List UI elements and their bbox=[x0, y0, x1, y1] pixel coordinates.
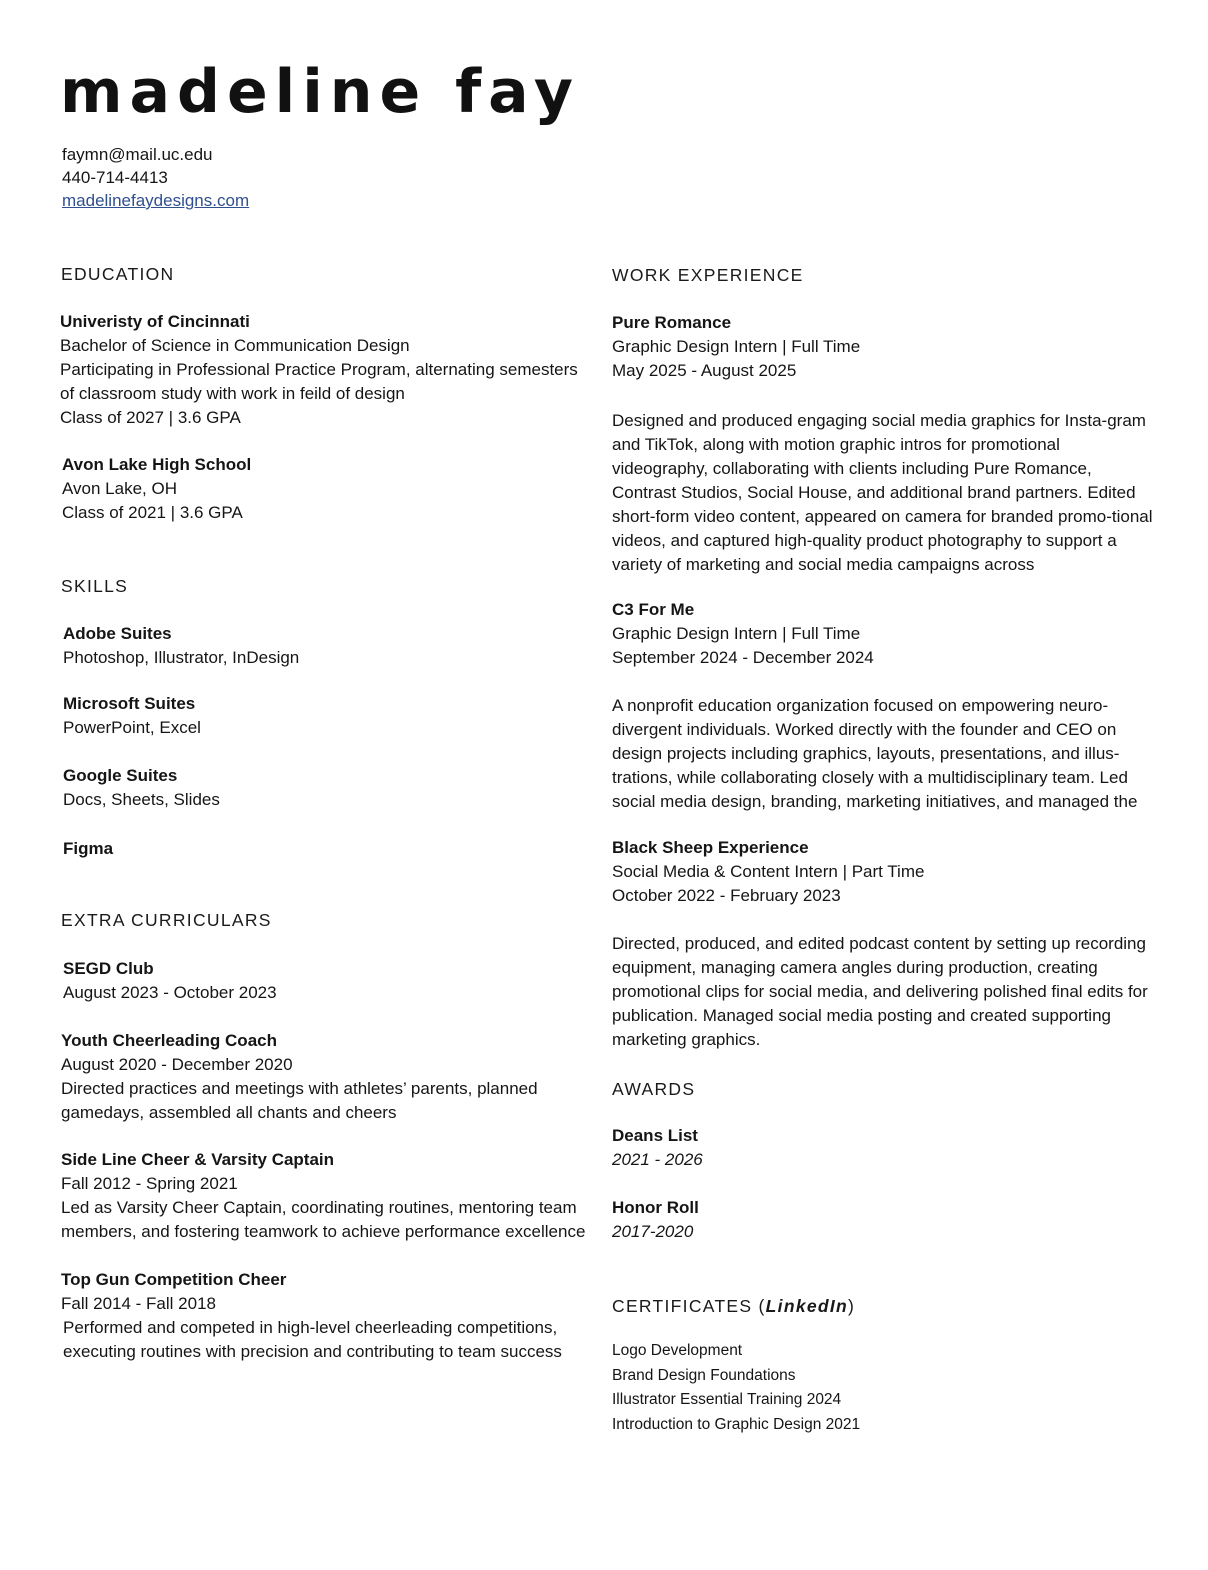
job-description: Designed and produced engaging social media graphics for Insta-gram and TikTok, along with motion graphic intros for promotional videography, collaborating with clients including Pure Romance, Contrast Studios, Social House, and additional brand partners. Edited short-form video content, appeared on camera for branded promo-tional videos, and captured high-quality product photography to support a variety of marketing and social media campaigns across bbox=[612, 411, 1153, 574]
education-heading: EDUCATION bbox=[61, 264, 175, 284]
email: faymn@mail.uc.edu bbox=[62, 145, 213, 164]
certificates-source: LinkedIn bbox=[765, 1296, 849, 1316]
skill-item bbox=[63, 837, 113, 861]
activity-title: Top Gun Competition Cheer bbox=[61, 1270, 287, 1289]
program-note: Participating in Professional Practice Program, alternating semesters of classroom study with work in feild of design bbox=[60, 360, 578, 403]
skill-title: Microsoft Suites bbox=[63, 694, 196, 713]
class-year: Class of 2021 | 3.6 GPA bbox=[62, 503, 243, 522]
skill-item bbox=[63, 622, 299, 670]
award-item bbox=[612, 1196, 699, 1244]
activity-dates: August 2023 - October 2023 bbox=[63, 983, 277, 1002]
job-dates: May 2025 - August 2025 bbox=[612, 361, 797, 380]
activity-description: Performed and competed in high-level cheerleading competitions, executing routines with precision and contributing to team success bbox=[63, 1318, 562, 1361]
job-role: Graphic Design Intern | Full Time bbox=[612, 337, 861, 356]
extracurricular-item bbox=[61, 1148, 591, 1244]
job-entry bbox=[612, 598, 1157, 814]
job-role: Social Media & Content Intern | Part Time bbox=[612, 862, 925, 881]
skill-title: Figma bbox=[63, 839, 114, 858]
company-name: Black Sheep Experience bbox=[612, 838, 809, 857]
skill-item bbox=[63, 692, 201, 740]
education-entry bbox=[60, 310, 585, 430]
certificates-heading-text: CERTIFICATES ( bbox=[612, 1296, 766, 1316]
activity-description: Led as Varsity Cheer Captain, coordinating routines, mentoring team members, and fostering teamwork to achieve performance excellence bbox=[61, 1198, 586, 1241]
activity-dates: August 2020 - December 2020 bbox=[61, 1055, 293, 1074]
activity-description: Directed practices and meetings with athletes’ parents, planned gamedays, assembled all chants and cheers bbox=[61, 1079, 538, 1122]
school-name: Univeristy of Cincinnati bbox=[60, 312, 250, 331]
job-description: Directed, produced, and edited podcast content by setting up recording equipment, managing camera angles during production, creating promotional clips for social media, and delivering polished final edits for publication. Managed social media posting and created supporting marketing graphics. bbox=[612, 934, 1148, 1049]
certificate-item: Brand Design Foundations bbox=[612, 1366, 796, 1384]
job-role: Graphic Design Intern | Full Time bbox=[612, 624, 861, 643]
skill-title: Google Suites bbox=[63, 766, 178, 785]
job-entry bbox=[612, 311, 1157, 577]
resume-name: madeline fay bbox=[60, 57, 580, 127]
skill-title: Adobe Suites bbox=[63, 624, 172, 643]
job-description: A nonprofit education organization focused on empowering neuro-divergent individuals. Worked directly with the founder and CEO on design projects including graphics, layouts, presentations, and illus-trations, while collaborating closely with a multidisciplinary team. Led social media design, branding, marketing initiatives, and managed the bbox=[612, 696, 1138, 811]
award-title: Honor Roll bbox=[612, 1198, 699, 1217]
extracurriculars-heading: EXTRA CURRICULARS bbox=[61, 910, 272, 930]
skill-detail: Photoshop, Illustrator, InDesign bbox=[63, 648, 300, 667]
activity-dates: Fall 2014 - Fall 2018 bbox=[61, 1294, 216, 1313]
skills-heading: SKILLS bbox=[61, 576, 129, 596]
extracurricular-item bbox=[61, 1029, 561, 1125]
education-entry bbox=[62, 453, 251, 525]
company-name: C3 For Me bbox=[612, 600, 695, 619]
extracurricular-item bbox=[63, 957, 277, 1005]
skill-detail: PowerPoint, Excel bbox=[63, 718, 201, 737]
award-item bbox=[612, 1124, 703, 1172]
certificates-list bbox=[612, 1339, 860, 1437]
work-heading: WORK EXPERIENCE bbox=[612, 265, 804, 285]
certificates-heading-close: ) bbox=[848, 1296, 856, 1316]
award-years: 2017-2020 bbox=[612, 1222, 694, 1241]
award-title: Deans List bbox=[612, 1126, 698, 1145]
activity-title: Side Line Cheer & Varsity Captain bbox=[61, 1150, 335, 1169]
certificates-heading bbox=[612, 1295, 855, 1317]
certificate-item: Introduction to Graphic Design 2021 bbox=[612, 1415, 861, 1433]
school-location: Avon Lake, OH bbox=[62, 479, 177, 498]
certificate-item: Illustrator Essential Training 2024 bbox=[612, 1391, 842, 1408]
certificate-item: Logo Development bbox=[612, 1342, 743, 1359]
degree: Bachelor of Science in Communication Design bbox=[60, 336, 410, 355]
contact-info bbox=[62, 143, 249, 212]
skill-item bbox=[63, 764, 220, 812]
class-year: Class of 2027 | 3.6 GPA bbox=[60, 408, 241, 427]
extracurricular-item bbox=[61, 1268, 581, 1364]
activity-title: SEGD Club bbox=[63, 959, 154, 978]
school-name: Avon Lake High School bbox=[62, 455, 252, 474]
job-dates: October 2022 - February 2023 bbox=[612, 886, 841, 905]
skill-detail: Docs, Sheets, Slides bbox=[63, 790, 220, 809]
website-link[interactable]: madelinefaydesigns.com bbox=[62, 191, 250, 210]
activity-dates: Fall 2012 - Spring 2021 bbox=[61, 1174, 238, 1193]
job-dates: September 2024 - December 2024 bbox=[612, 648, 874, 667]
activity-title: Youth Cheerleading Coach bbox=[61, 1031, 277, 1050]
company-name: Pure Romance bbox=[612, 313, 732, 332]
phone: 440-714-4413 bbox=[62, 168, 168, 187]
award-years: 2021 - 2026 bbox=[612, 1150, 703, 1169]
job-entry bbox=[612, 836, 1157, 1052]
awards-heading: AWARDS bbox=[612, 1079, 696, 1099]
